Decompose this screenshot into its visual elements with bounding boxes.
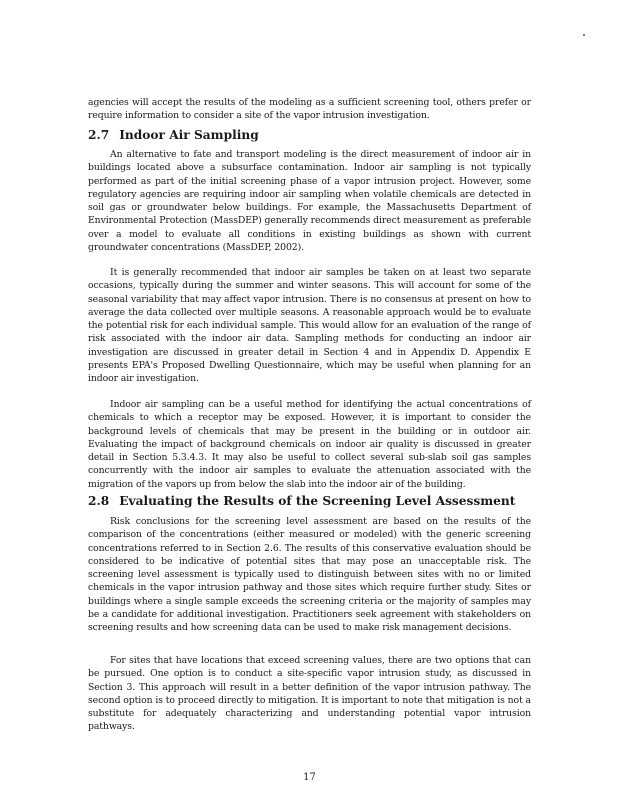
paragraph: Indoor air sampling can be a useful method for identifying the actual concentrations of chemicals to which a receptor may be exposed. However, it is important to consider the background levels of chemicals that may be present in the building or in outdoor air. Evaluating the impact of background chemicals on indoor air quality is discussed in greater detail in Section 5.3.4.3. It may also be useful to collect several sub-slab soil gas samples concurrently with the indoor air samples to evaluate the attenuation associated with the migration of the vapors up from below the slab into the indoor air of the building. [88, 399, 531, 490]
section-title: Indoor Air Sampling [119, 128, 259, 142]
section-2-8-paragraph-1 [88, 515, 531, 635]
paragraph: It is generally recommended that indoor air samples be taken on at least two separate occasions, typically during the summer and winter seasons. This will account for some of the seasonal variability that may affect vapor intrusion. There is no consensus at present on how to average the data collected over multiple seasons. A reasonable approach would be to evaluate the potential risk for each individual sample. This would allow for an evaluation of the range of risk associated with the indoor air data. Sampling methods for conducting an indoor air investigation are discussed in greater detail in Section 4 and in Appendix D. Appendix E presents EPA's Proposed Dwelling Questionnaire, which may be useful when planning for an indoor air investigation. [88, 267, 531, 385]
section-2-7-paragraph-1 [88, 148, 531, 254]
section-2-7-paragraph-3 [88, 398, 531, 491]
page-number: 17 [303, 772, 316, 783]
section-2-7-paragraph-2 [88, 266, 531, 386]
section-heading-2-7 [88, 127, 531, 143]
paragraph: Risk conclusions for the screening level assessment are based on the results of the comparison of the concentrations (either measured or modeled) with the generic screening concentrations referred to in Section 2.6. The results of this conservative evaluation should be considered to be indicative of potential sites that may pose an unacceptable risk. The screening level assessment is typically used to distinguish between sites with no or limited chemicals in the vapor intrusion pathway and those sites which require further study. Sites or buildings where a single sample exceeds the screening criteria or the majority of samples may be a candidate for additional investigation. Practitioners seek agreement with stakeholders on screening results and how screening data can be used to make risk management decisions. [88, 516, 531, 634]
continuation-paragraph [88, 96, 531, 123]
paragraph: For sites that have locations that exceed screening values, there are two options that can be pursued. One option is to conduct a site-specific vapor intrusion study, as discussed in Section 3. This approach will result in a better definition of the vapor intrusion pathway. The second option is to proceed directly to mitigation. It is important to note that mitigation is not a substitute for adequately characterizing and understanding potential vapor intrusion pathways. [88, 655, 531, 733]
section-number: 2.8 [88, 494, 110, 508]
section-title: Evaluating the Results of the Screening Level Assessment [119, 494, 516, 508]
corner-speck [583, 34, 585, 36]
paragraph: agencies will accept the results of the modeling as a sufficient screening tool, others prefer or require information to consider a site of the vapor intrusion investigation. [88, 97, 531, 122]
paragraph: An alternative to fate and transport modeling is the direct measurement of indoor air in buildings located above a subsurface contamination. Indoor air sampling is not typically performed as part of the initial screening phase of a vapor intrusion project. However, some regulatory agencies are requiring indoor air sampling when volatile chemicals are detected in soil gas or groundwater below buildings. For example, the Massachusetts Department of Environmental Protection (MassDEP) generally recommends direct measurement as preferable over a model to evaluate all conditions in existing buildings as shown with current groundwater concentrations (MassDEP, 2002). [88, 149, 531, 254]
section-number: 2.7 [88, 128, 110, 142]
section-2-8-paragraph-2 [88, 654, 531, 734]
section-heading-2-8 [88, 493, 531, 509]
